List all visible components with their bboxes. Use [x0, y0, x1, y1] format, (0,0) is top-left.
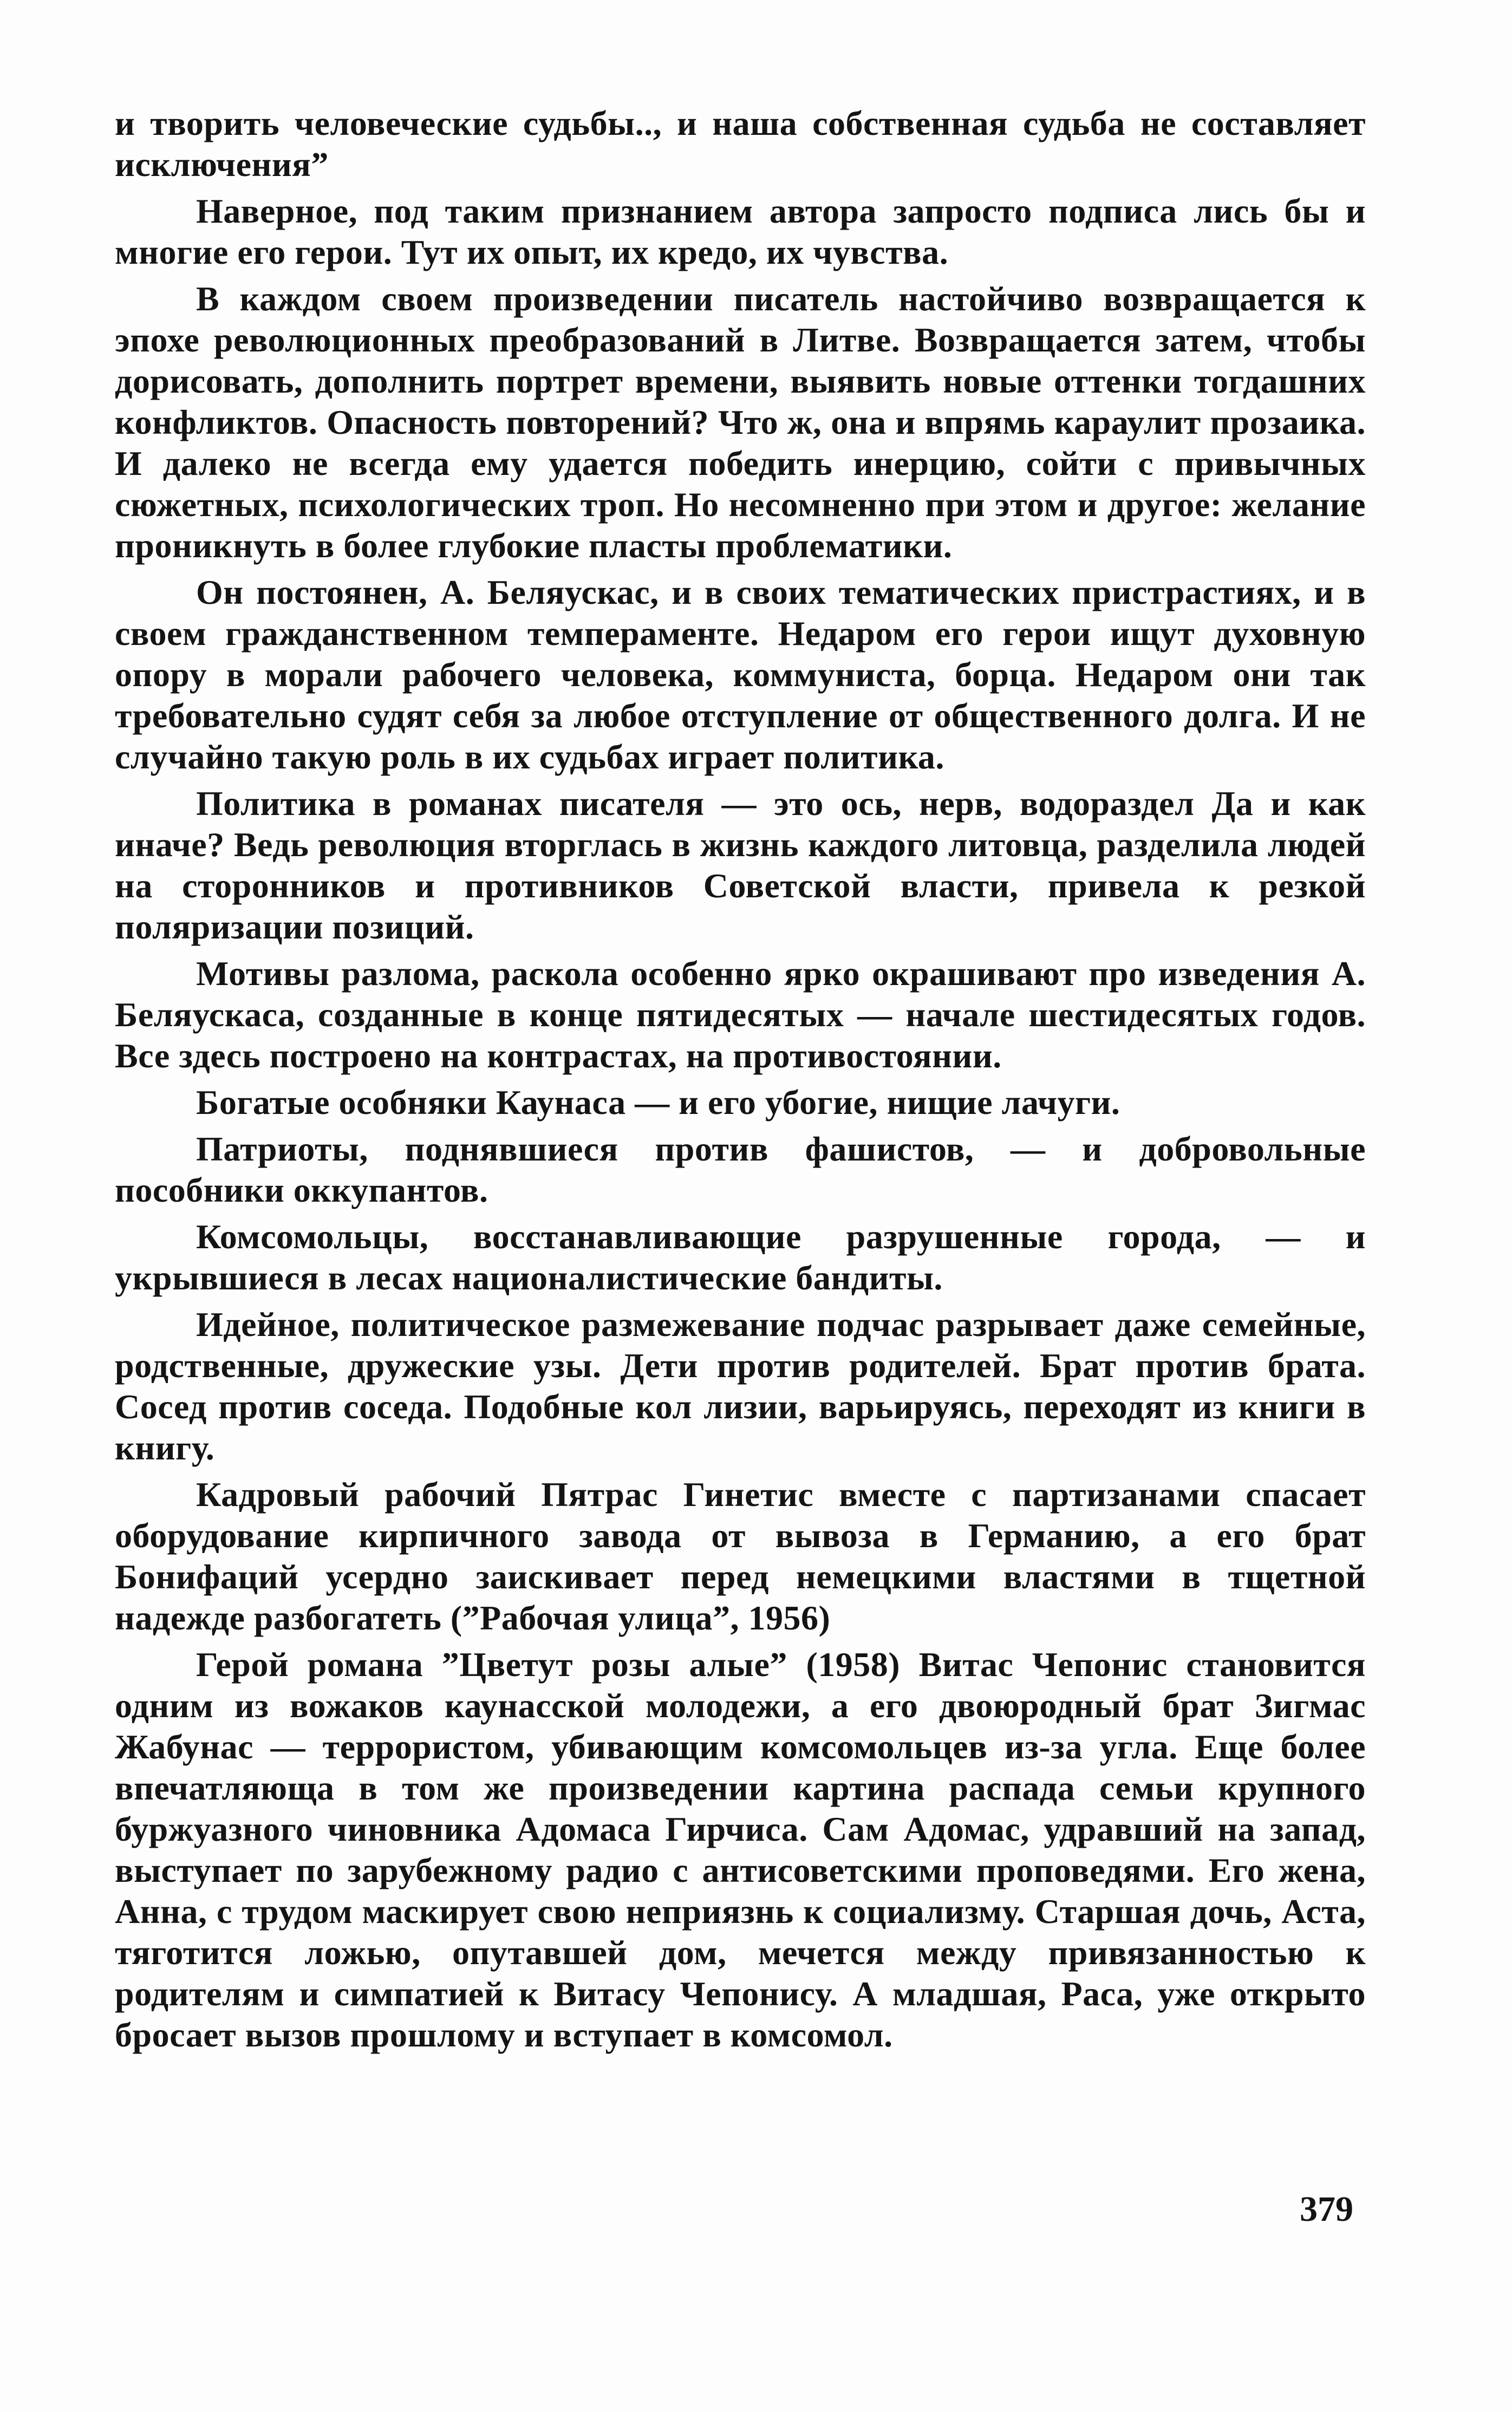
- paragraph-12: Герой романа ”Цветут розы алые” (1958) Витас Чепонис становится одним из вожаков каунасской молодежи, а его двоюродный брат Зигмас Жабунас — террористом, убивающим комсомольцев из-за угла. Еще более впечатляюща в том же произведении картина распада семьи крупного буржуазного чиновника Адомаса Гирчиса. Сам Адомас, удравший на запад, выступает по зарубежному радио с антисоветскими проповедями. Его жена, Анна, с трудом маскирует свою неприязнь к социализму. Старшая дочь, Аста, тяготится ложью, опутавшей дом, мечется между привязанностью к родителям и симпатией к Витасу Чепонису. А младшая, Раса, уже открыто бросает вызов прошлому и вступает в комсомол.: [115, 1645, 1366, 2054]
- body-text: [115, 103, 1366, 2061]
- paragraph-5: Политика в романах писателя — это ось, нерв, водораздел Да и как иначе? Ведь революция вторглась в жизнь каждого литовца, разделила людей на сторонников и противников Советской власти, привела к резкой поляризации позиций.: [115, 784, 1366, 946]
- paragraph-10: Идейное, политическое размежевание подчас разрывает даже семейные, родственные, дружеские узы. Дети против родителей. Брат против брата. Сосед против соседа. Подобные кол лизии, варьируясь, переходят из книги в книгу.: [115, 1305, 1366, 1467]
- paragraph-4: Он постоянен, А. Беляускас, и в своих тематических пристрастиях, и в своем гражданственном темпераменте. Недаром его герои ищут духовную опору в морали рабочего человека, коммуниста, борца. Недаром они так требовательно судят себя за любое отступление от общественного долга. И не случайно такую роль в их судьбах играет политика.: [115, 573, 1366, 776]
- paragraph-9: Комсомольцы, восстанавливающие разрушенные города, — и укрывшиеся в лесах националистические бандиты.: [115, 1217, 1366, 1297]
- paragraph-7: Богатые особняки Каунаса — и его убогие, нищие лачуги.: [196, 1083, 1120, 1122]
- paragraph-11: Кадровый рабочий Пятрас Гинетис вместе с партизанами спасает оборудование кирпичного завода от вывоза в Германию, а его брат Бонифаций усердно заискивает перед немецкими властями в тщетной надежде разбогатеть (”Рабочая улица”, 1956): [115, 1475, 1366, 1637]
- paragraph-1: и творить человеческие судьбы.., и наша собственная судьба не составляет исключения”: [115, 104, 1366, 184]
- page-number: 379: [1300, 2189, 1353, 2229]
- paragraph-2: Наверное, под таким признанием автора запросто подписа лись бы и многие его герои. Тут их опыт, их кредо, их чувства.: [115, 192, 1366, 271]
- paragraph-6: Мотивы разлома, раскола особенно ярко окрашивают про изведения А. Беляускаса, созданные в конце пятидесятых — начале шестидесятых годов. Все здесь построено на контрастах, на противостоянии.: [115, 954, 1366, 1075]
- paragraph-3: В каждом своем произведении писатель настойчиво возвращается к эпохе революционных преобразований в Литве. Возвращается затем, чтобы дорисовать, дополнить портрет времени, выявить новые оттенки тогдашних конфликтов. Опасность повторений? Что ж, она и впрямь караулит прозаика. И далеко не всегда ему удается победить инерцию, сойти с привычных сюжетных, психологических троп. Но несомненно при этом и другое: желание проникнуть в более глубокие пласты проблематики.: [115, 279, 1366, 565]
- paragraph-8: Патриоты, поднявшиеся против фашистов, — и добровольные пособники оккупантов.: [115, 1130, 1366, 1209]
